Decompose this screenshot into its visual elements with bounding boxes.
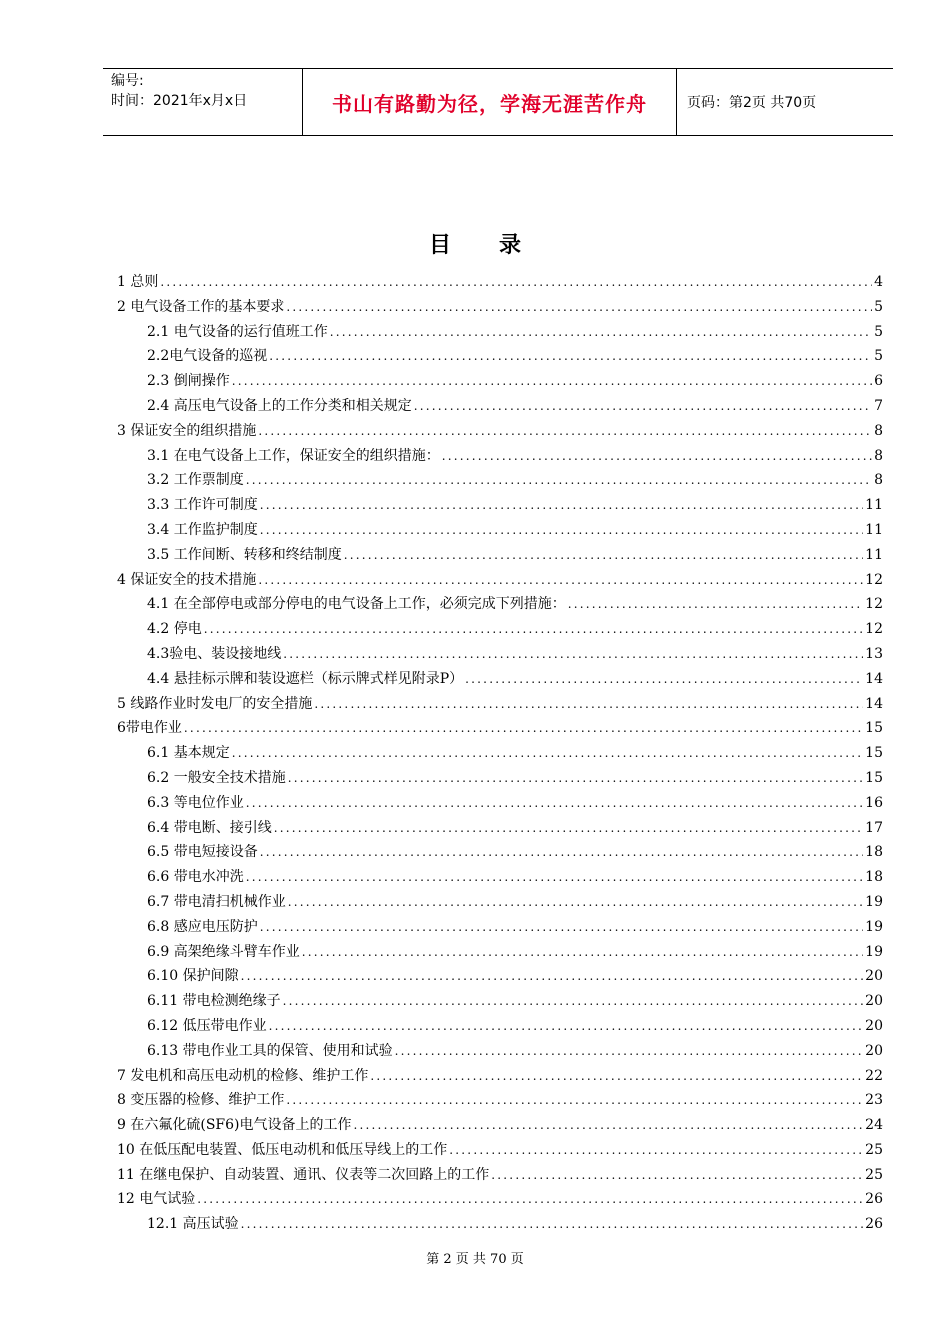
toc-leader-dots — [260, 840, 863, 865]
toc-entry-page: 5 — [874, 298, 883, 315]
toc-entry-page: 8 — [874, 447, 883, 464]
toc-entry-page: 11 — [865, 521, 883, 538]
toc-entry[interactable] — [117, 493, 883, 518]
toc-entry-page: 12 — [865, 621, 883, 638]
toc-leader-dots — [184, 716, 863, 741]
toc-entry-page: 7 — [874, 397, 883, 414]
toc-leader-dots — [258, 419, 872, 444]
toc-entry[interactable] — [117, 940, 883, 965]
toc-leader-dots — [344, 543, 863, 568]
toc-entry-label: 6.3 等电位作业 — [147, 794, 244, 811]
toc-entry[interactable] — [117, 1187, 883, 1212]
toc-entry-label: 4.4 悬挂标示牌和装设遮栏（标示牌式样见附录P） — [147, 670, 464, 687]
toc-leader-dots — [160, 270, 872, 295]
toc-leader-dots — [330, 320, 872, 345]
toc-entry[interactable] — [117, 1014, 883, 1039]
toc-leader-dots — [283, 642, 863, 667]
toc-entry-page: 12 — [865, 596, 883, 613]
toc-entry[interactable] — [117, 840, 883, 865]
toc-leader-dots — [241, 964, 864, 989]
toc-entry-page: 5 — [874, 323, 883, 340]
toc-leader-dots — [314, 692, 863, 717]
toc-entry[interactable] — [117, 617, 883, 642]
toc-leader-dots — [414, 394, 872, 419]
toc-entry[interactable] — [117, 444, 883, 469]
toc-entry-page: 14 — [865, 695, 883, 712]
toc-entry-page: 20 — [865, 1042, 883, 1059]
toc-entry[interactable] — [117, 1039, 883, 1064]
toc-entry-page: 22 — [865, 1067, 883, 1084]
toc-entry-page: 23 — [865, 1092, 883, 1109]
toc-leader-dots — [286, 1088, 863, 1113]
toc-entry-page: 20 — [865, 1017, 883, 1034]
toc-entry-label: 6带电作业 — [117, 720, 182, 737]
toc-entry[interactable] — [117, 1113, 883, 1138]
toc-leader-dots — [286, 295, 872, 320]
toc-entry-page: 12 — [865, 571, 883, 588]
toc-entry-label: 6.4 带电断、接引线 — [147, 819, 272, 836]
toc-entry[interactable] — [117, 642, 883, 667]
toc-entry-label: 3.5 工作间断、转移和终结制度 — [147, 546, 342, 563]
toc-entry-label: 3.4 工作监护制度 — [147, 521, 258, 538]
toc-entry[interactable] — [117, 667, 883, 692]
toc-leader-dots — [491, 1163, 863, 1188]
toc-entry-page: 20 — [865, 993, 883, 1010]
toc-entry-label: 2.2电气设备的巡视 — [147, 348, 268, 365]
toc-entry[interactable] — [117, 568, 883, 593]
toc-entry[interactable] — [117, 964, 883, 989]
toc-entry-page: 15 — [865, 745, 883, 762]
toc-entry-label: 3.2 工作票制度 — [147, 472, 244, 489]
toc-leader-dots — [442, 444, 872, 469]
header-motto: 书山有路勤为径，学海无涯苦作舟 — [303, 69, 677, 135]
toc-entry-label: 1 总则 — [117, 274, 159, 290]
toc-entry-label: 12.1 高压试验 — [147, 1216, 239, 1233]
toc-entry[interactable] — [117, 270, 883, 295]
toc-entry[interactable] — [117, 518, 883, 543]
toc-entry-label: 6.8 感应电压防护 — [147, 918, 258, 935]
toc-entry-label: 10 在低压配电装置、低压电动机和低压导线上的工作 — [117, 1141, 448, 1158]
toc-entry-page: 24 — [865, 1117, 883, 1134]
toc-entry[interactable] — [117, 716, 883, 741]
toc-entry[interactable] — [117, 369, 883, 394]
toc-leader-dots — [232, 741, 863, 766]
toc-leader-dots — [260, 493, 863, 518]
page-footer: 第 2 页 共 70 页 — [426, 1252, 524, 1267]
toc-entry-page: 26 — [865, 1216, 883, 1233]
toc-leader-dots — [302, 940, 863, 965]
toc-leader-dots — [354, 1113, 864, 1138]
toc-entry[interactable] — [117, 344, 883, 369]
toc-leader-dots — [246, 468, 872, 493]
toc-entry[interactable] — [117, 816, 883, 841]
toc-entry-page: 11 — [865, 497, 883, 514]
toc-entry-label: 3 保证安全的组织措施 — [117, 422, 257, 439]
toc-entry-label: 3.1 在电气设备上工作，保证安全的组织措施： — [147, 447, 440, 464]
toc-entry-page: 26 — [865, 1191, 883, 1208]
toc-entry[interactable] — [117, 468, 883, 493]
toc-leader-dots — [258, 568, 863, 593]
toc-leader-dots — [288, 766, 863, 791]
toc-entry[interactable] — [117, 1212, 883, 1237]
header-meta — [103, 69, 303, 135]
toc-entry-label: 6.1 基本规定 — [147, 745, 230, 762]
toc-entry-label: 2.3 倒闸操作 — [147, 373, 230, 390]
toc-entry[interactable] — [117, 741, 883, 766]
toc-entry-label: 6.11 带电检测绝缘子 — [147, 993, 281, 1010]
toc-leader-dots — [269, 344, 872, 369]
toc-entry-page: 18 — [865, 869, 883, 886]
toc-entry[interactable] — [117, 1088, 883, 1113]
header-page-info: 页码：第2页 共70页 — [687, 95, 817, 111]
toc-entry-label: 6.13 带电作业工具的保管、使用和试验 — [147, 1042, 393, 1059]
toc-entry-label: 6.12 低压带电作业 — [147, 1017, 267, 1034]
toc-leader-dots — [283, 989, 864, 1014]
toc-entry[interactable] — [117, 766, 883, 791]
toc-leader-dots — [260, 915, 863, 940]
toc-entry[interactable] — [117, 890, 883, 915]
toc-entry-label: 9 在六氟化硫(SF6)电气设备上的工作 — [117, 1117, 352, 1134]
toc-entry-label: 6.7 带电清扫机械作业 — [147, 893, 286, 910]
toc-leader-dots — [288, 890, 863, 915]
toc-entry-label: 2.4 高压电气设备上的工作分类和相关规定 — [147, 397, 412, 414]
toc-entry-label: 6.2 一般安全技术措施 — [147, 769, 286, 786]
toc-entry[interactable] — [117, 1064, 883, 1089]
toc-entry-page: 4 — [874, 274, 883, 290]
toc-entry-page: 8 — [874, 422, 883, 439]
toc-leader-dots — [204, 617, 863, 642]
toc-entry-label: 6.6 带电水冲洗 — [147, 869, 244, 886]
toc-leader-dots — [370, 1064, 863, 1089]
number-label: 编号: — [111, 73, 144, 89]
toc-leader-dots — [241, 1212, 864, 1237]
toc-entry[interactable] — [117, 1163, 883, 1188]
toc-entry[interactable] — [117, 592, 883, 617]
toc-leader-dots — [260, 518, 863, 543]
toc-entry[interactable] — [117, 419, 883, 444]
toc-title: 目录 — [428, 232, 569, 258]
toc-entry-label: 4.3验电、装设接地线 — [147, 645, 282, 662]
toc-entry-page: 19 — [865, 893, 883, 910]
toc-entry[interactable] — [117, 989, 883, 1014]
toc-entry-label: 4.2 停电 — [147, 621, 202, 638]
toc-entry[interactable] — [117, 915, 883, 940]
toc-entry[interactable] — [117, 320, 883, 345]
toc-entry-label: 11 在继电保护、自动装置、通讯、仪表等二次回路上的工作 — [117, 1166, 490, 1183]
toc-entry[interactable] — [117, 394, 883, 419]
toc-entry-label: 6.10 保护间隙 — [147, 968, 239, 985]
toc-entry-label: 2 电气设备工作的基本要求 — [117, 298, 285, 315]
table-of-contents — [117, 270, 883, 1237]
toc-leader-dots — [449, 1138, 863, 1163]
toc-entry-page: 25 — [865, 1166, 883, 1183]
toc-entry-label: 2.1 电气设备的运行值班工作 — [147, 323, 328, 340]
toc-leader-dots — [246, 865, 863, 890]
toc-entry-page: 8 — [874, 472, 883, 489]
toc-entry-label: 7 发电机和高压电动机的检修、维护工作 — [117, 1067, 369, 1084]
toc-leader-dots — [274, 816, 863, 841]
toc-entry-label: 4.1 在全部停电或部分停电的电气设备上工作，必须完成下列措施： — [147, 596, 566, 613]
toc-leader-dots — [232, 369, 872, 394]
toc-leader-dots — [568, 592, 863, 617]
document-header — [103, 68, 893, 136]
toc-entry-page: 6 — [874, 373, 883, 390]
toc-entry[interactable] — [117, 791, 883, 816]
toc-entry[interactable] — [117, 692, 883, 717]
toc-entry-page: 20 — [865, 968, 883, 985]
toc-entry-page: 11 — [865, 546, 883, 563]
toc-entry[interactable] — [117, 865, 883, 890]
toc-entry-page: 13 — [865, 645, 883, 662]
toc-entry-page: 19 — [865, 943, 883, 960]
toc-leader-dots — [197, 1187, 863, 1212]
date-label: 时间：2021年x月x日 — [111, 93, 248, 109]
toc-entry[interactable] — [117, 543, 883, 568]
toc-entry-label: 5 线路作业时发电厂的安全措施 — [117, 695, 313, 712]
toc-leader-dots — [395, 1039, 864, 1064]
toc-entry-page: 18 — [865, 844, 883, 861]
toc-entry-page: 15 — [865, 720, 883, 737]
toc-entry-label: 12 电气试验 — [117, 1191, 196, 1208]
toc-entry-page: 25 — [865, 1141, 883, 1158]
toc-leader-dots — [246, 791, 863, 816]
toc-entry[interactable] — [117, 295, 883, 320]
toc-entry-label: 6.5 带电短接设备 — [147, 844, 258, 861]
toc-leader-dots — [269, 1014, 864, 1039]
toc-entry-label: 8 变压器的检修、维护工作 — [117, 1092, 285, 1109]
toc-entry-label: 6.9 高架绝缘斗臂车作业 — [147, 943, 300, 960]
toc-entry-page: 14 — [865, 670, 883, 687]
toc-entry-page: 5 — [874, 348, 883, 365]
toc-entry-label: 3.3 工作许可制度 — [147, 497, 258, 514]
toc-entry-page: 19 — [865, 918, 883, 935]
toc-entry-page: 17 — [865, 819, 883, 836]
toc-entry-page: 16 — [865, 794, 883, 811]
toc-entry-page: 15 — [865, 769, 883, 786]
toc-entry-label: 4 保证安全的技术措施 — [117, 571, 257, 588]
toc-leader-dots — [465, 667, 863, 692]
toc-entry[interactable] — [117, 1138, 883, 1163]
